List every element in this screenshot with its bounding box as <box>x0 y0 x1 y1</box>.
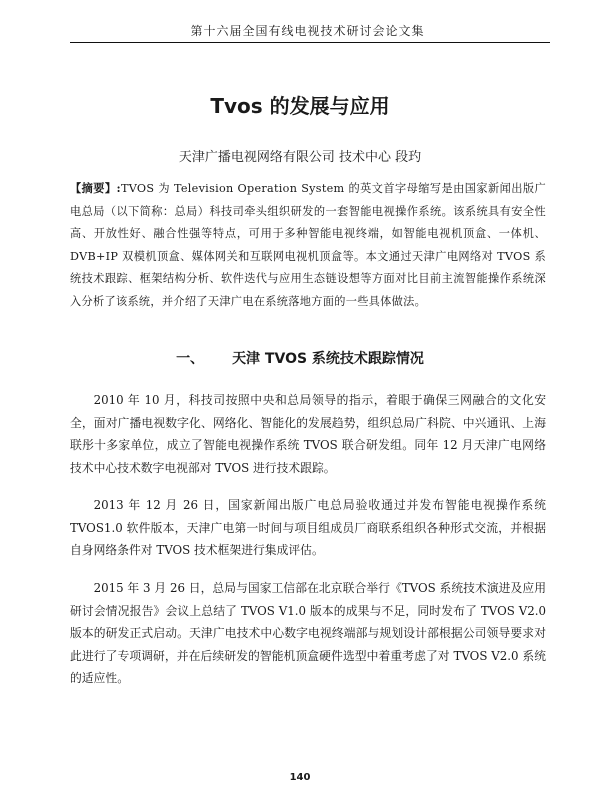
author-affiliation: 天津广播电视网络有限公司 技术中心 段玓 <box>178 150 422 165</box>
section-title: 天津 TVOS 系统技术跟踪情况 <box>232 351 424 367</box>
section-heading <box>0 348 600 368</box>
abstract-label: 【摘要】: <box>70 181 121 195</box>
header-rule <box>70 42 550 43</box>
body-paragraph-3: 2015 年 3 月 26 日，总局与国家工信部在北京联合举行《TVOS 系统技术演进及应用研讨会情况报告》会议上总结了 TVOS V1.0 版本的成果与不足，同时发布了 TVOS V2.0 版本的研发正式启动。天津广电技术中心数字电视终端部与规划设计部根据公司领导要求对此进行了专项调研，并在后续研发的智能机顶盒硬件选型中着重考虑了对 TVOS V2.0 系统的适应性。 <box>70 581 546 685</box>
article-title: Tvos 的发展与应用 <box>210 94 390 118</box>
body-paragraph-1: 2010 年 10 月，科技司按照中央和总局领导的指示，着眼于确保三网融合的文化安全，面对广播电视数字化、网络化、智能化的发展趋势，组织总局广科院、中兴通讯、上海联彤十多家单位，成立了智能电视操作系统 TVOS 联合研发组。同年 12 月天津广电网络技术中心技术数字电视部对 TVOS 进行技术跟踪。 <box>70 393 546 475</box>
running-header: 第十六届全国有线电视技术研讨会论文集 <box>190 24 425 38</box>
abstract-text: TVOS 为 Television Operation System 的英文首字母缩写是由国家新闻出版广电总局（以下简称：总局）科技司牵头组织研发的一套智能电视操作系统。该系统具有安全性高、开放性好、融合性强等特点，可用于多种智能电视终端，如智能电视机顶盒、一体机、DVB+IP 双模机顶盒、媒体网关和互联网电视机顶盒等。本文通过天津广电网络对 TVOS 系统技术跟踪、框架结构分析、软件迭代与应用生态链设想等方面对比目前主流智能操作系统深入分析了该系统，并介绍了天津广电在系统落地方面的一些具体做法。 <box>70 182 546 308</box>
abstract <box>70 177 546 313</box>
page-number: 140 <box>289 772 311 783</box>
section-number: 一、 <box>176 351 205 367</box>
body-paragraph-2: 2013 年 12 月 26 日，国家新闻出版广电总局验收通过并发布智能电视操作系统 TVOS1.0 软件版本，天津广电第一时间与项目组成员厂商联系组织各种形式交流，并根据自身网络条件对 TVOS 技术框架进行集成评估。 <box>70 498 546 557</box>
